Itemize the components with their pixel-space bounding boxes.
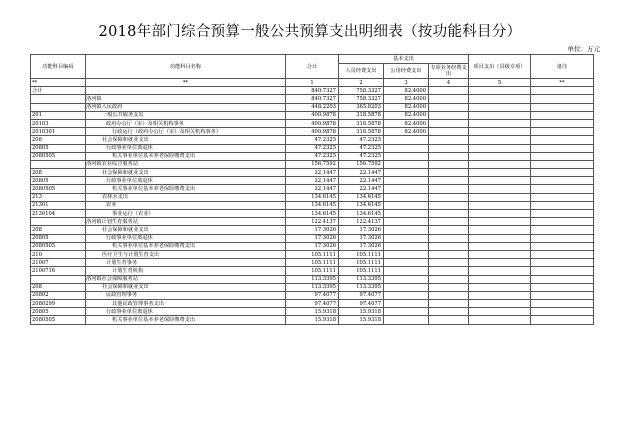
name-cell: 民政管理事务 [86, 291, 286, 299]
code-cell: 2080505 [31, 316, 86, 324]
code-cell: 20805 [31, 234, 86, 242]
remark-cell [531, 218, 594, 226]
table-row [31, 160, 594, 168]
table-row [31, 103, 594, 111]
special-cell [429, 267, 469, 275]
remark-cell [531, 242, 594, 250]
index-cell: 2 [339, 79, 384, 87]
project-cell [469, 201, 531, 209]
special-cell [429, 275, 469, 283]
code-cell: 2100716 [31, 267, 86, 275]
remark-cell [531, 119, 594, 127]
code-cell [31, 103, 86, 111]
code-cell: 210 [31, 250, 86, 258]
header-total: 合计 [286, 55, 339, 79]
special-cell [429, 152, 469, 160]
special-cell [429, 119, 469, 127]
special-cell [429, 234, 469, 242]
code-cell: 213 [31, 193, 86, 201]
public-cell [384, 193, 429, 201]
personnel-cell: 47.2325 [339, 136, 384, 144]
project-cell [469, 111, 531, 119]
index-cell: 4 [429, 79, 469, 87]
total-cell: 47.2325 [286, 144, 339, 152]
name-cell: 行政运行（政府办公厅（室）及相关机构事务） [86, 128, 286, 136]
total-cell: 22.1447 [286, 185, 339, 193]
table-row [31, 128, 594, 136]
name-cell: 机关事业单位基本养老保险缴费支出 [86, 316, 286, 324]
project-cell [469, 103, 531, 111]
public-cell [384, 201, 429, 209]
remark-cell [531, 283, 594, 291]
name-cell: 社会保障和就业支出 [86, 136, 286, 144]
header-special: 专项业务经费支出 [430, 65, 467, 77]
code-cell: 20805 [31, 177, 86, 185]
total-cell: 134.6145 [286, 193, 339, 201]
name-cell: 行政事业单位离退休 [86, 144, 286, 152]
table-row [31, 291, 594, 299]
remark-cell [531, 185, 594, 193]
total-cell: 840.7327 [286, 95, 339, 103]
code-cell: 2080505 [31, 152, 86, 160]
name-cell: 政府办公厅（室）及相关机构事务 [86, 119, 286, 127]
total-cell: 15.9318 [286, 316, 339, 324]
project-cell [469, 119, 531, 127]
special-cell [429, 210, 469, 218]
name-cell: 行政事业单位离退休 [86, 308, 286, 316]
code-cell: 21301 [31, 201, 86, 209]
personnel-cell: 47.2325 [339, 152, 384, 160]
special-cell [429, 218, 469, 226]
remark-cell [531, 316, 594, 324]
special-cell [429, 259, 469, 267]
code-cell: 20802 [31, 291, 86, 299]
table-row [31, 177, 594, 185]
total-cell: 156.7592 [286, 160, 339, 168]
name-cell: 行政事业单位离退休 [86, 234, 286, 242]
remark-cell [531, 144, 594, 152]
special-cell [429, 300, 469, 308]
project-cell [469, 193, 531, 201]
special-cell [429, 250, 469, 258]
personnel-cell: 318.5878 [339, 128, 384, 136]
project-cell [469, 218, 531, 226]
remark-cell [531, 111, 594, 119]
code-cell: 20805 [31, 308, 86, 316]
personnel-cell: 105.1111 [339, 259, 384, 267]
name-cell: 洛河镇人民政府 [86, 103, 286, 111]
personnel-cell: 113.3395 [339, 283, 384, 291]
code-cell: 21007 [31, 259, 86, 267]
remark-cell [531, 201, 594, 209]
name-cell: 社会保障和就业支出 [86, 169, 286, 177]
name-cell: 机关事业单位基本养老保险缴费支出 [86, 152, 286, 160]
table-row [31, 201, 594, 209]
code-cell: 208 [31, 226, 86, 234]
project-cell [469, 234, 531, 242]
total-cell: 134.6145 [286, 210, 339, 218]
table-row [31, 144, 594, 152]
table-row [31, 119, 594, 127]
public-cell: 82.4000 [384, 111, 429, 119]
total-cell: 47.2325 [286, 152, 339, 160]
project-cell [469, 300, 531, 308]
total-cell: 113.3395 [286, 283, 339, 291]
project-cell [469, 250, 531, 258]
special-cell [429, 160, 469, 168]
code-cell [31, 218, 86, 226]
remark-cell [531, 152, 594, 160]
index-cell: 1 [286, 79, 339, 87]
remark-cell [531, 291, 594, 299]
special-cell [429, 291, 469, 299]
special-cell [429, 201, 469, 209]
name-cell: 机关事业单位基本养老保险缴费支出 [86, 185, 286, 193]
personnel-cell: 22.1447 [339, 169, 384, 177]
name-cell: 洛河镇 [86, 95, 286, 103]
public-cell [384, 275, 429, 283]
total-cell: 22.1447 [286, 177, 339, 185]
personnel-cell: 156.7592 [339, 160, 384, 168]
table-row [31, 316, 594, 324]
index-cell: ** [86, 79, 286, 87]
project-cell [469, 275, 531, 283]
total-cell: 17.3026 [286, 234, 339, 242]
public-cell [384, 218, 429, 226]
total-cell: 105.1111 [286, 250, 339, 258]
special-cell [429, 95, 469, 103]
code-cell [31, 95, 86, 103]
total-cell: 105.1111 [286, 259, 339, 267]
remark-cell [531, 95, 594, 103]
index-cell: ** [31, 79, 86, 87]
personnel-cell: 47.2325 [339, 144, 384, 152]
project-cell [469, 152, 531, 160]
project-cell [469, 226, 531, 234]
table-row [31, 308, 594, 316]
name-cell: 计划生育机构 [86, 267, 286, 275]
header-project: 项目支出（县级专项） [469, 55, 531, 79]
name-cell: 社会保障和就业支出 [86, 226, 286, 234]
total-cell: 22.1447 [286, 169, 339, 177]
special-cell [429, 87, 469, 95]
table-row [31, 267, 594, 275]
special-cell [429, 177, 469, 185]
public-cell [384, 226, 429, 234]
special-cell [429, 144, 469, 152]
public-cell [384, 169, 429, 177]
project-cell [469, 291, 531, 299]
unit-label: 单位：万元 [567, 45, 600, 53]
table-row [31, 111, 594, 119]
name-cell: 农林水支出 [86, 193, 286, 201]
project-cell [469, 87, 531, 95]
public-cell [384, 210, 429, 218]
project-cell [469, 242, 531, 250]
special-cell [429, 136, 469, 144]
public-cell [384, 234, 429, 242]
public-cell [384, 250, 429, 258]
public-cell: 82.4000 [384, 103, 429, 111]
public-cell [384, 267, 429, 275]
personnel-cell: 97.4077 [339, 300, 384, 308]
remark-cell [531, 234, 594, 242]
name-cell: 医疗卫生与计划生育支出 [86, 250, 286, 258]
name-cell: 计划生育事务 [86, 259, 286, 267]
name-cell: 洛河镇社会保障服务站 [86, 275, 286, 283]
name-cell [86, 87, 286, 95]
remark-cell [531, 275, 594, 283]
total-cell: 448.2203 [286, 103, 339, 111]
table-row [31, 210, 594, 218]
total-cell: 97.4077 [286, 300, 339, 308]
name-cell: 其他民政管理事务支出 [86, 300, 286, 308]
personnel-cell: 17.3026 [339, 226, 384, 234]
table-row [31, 193, 594, 201]
public-cell [384, 185, 429, 193]
code-cell [31, 160, 86, 168]
personnel-cell: 134.6145 [339, 201, 384, 209]
project-cell [469, 267, 531, 275]
code-cell: 2080505 [31, 242, 86, 250]
project-cell [469, 185, 531, 193]
remark-cell [531, 193, 594, 201]
code-cell: 2010301 [31, 128, 86, 136]
personnel-cell: 15.9318 [339, 308, 384, 316]
project-cell [469, 308, 531, 316]
personnel-cell: 17.3026 [339, 234, 384, 242]
public-cell [384, 259, 429, 267]
project-cell [469, 144, 531, 152]
project-cell [469, 128, 531, 136]
personnel-cell: 758.3327 [339, 95, 384, 103]
personnel-cell: 97.4077 [339, 291, 384, 299]
total-cell: 113.3395 [286, 275, 339, 283]
index-cell: ** [531, 79, 594, 87]
personnel-cell: 22.1447 [339, 177, 384, 185]
table-row [31, 185, 594, 193]
code-cell: 2080505 [31, 185, 86, 193]
header-basic: 基本支出 [339, 55, 469, 64]
total-cell: 17.3026 [286, 226, 339, 234]
expenditure-table [30, 54, 594, 325]
special-cell [429, 242, 469, 250]
remark-cell [531, 210, 594, 218]
project-cell [469, 316, 531, 324]
total-cell: 400.9878 [286, 111, 339, 119]
public-cell [384, 177, 429, 185]
project-cell [469, 136, 531, 144]
header-code: 功能科目编码 [31, 55, 86, 79]
header-public: 公用经费支出 [384, 64, 429, 79]
total-cell: 17.3026 [286, 242, 339, 250]
public-cell [384, 136, 429, 144]
table-row [31, 234, 594, 242]
code-cell: 合计 [31, 87, 86, 95]
special-cell [429, 111, 469, 119]
code-cell: 208 [31, 283, 86, 291]
table-row [31, 250, 594, 258]
personnel-cell: 758.3327 [339, 87, 384, 95]
index-cell: 5 [469, 79, 531, 87]
public-cell: 82.4000 [384, 87, 429, 95]
special-cell [429, 308, 469, 316]
special-cell [429, 226, 469, 234]
special-cell [429, 169, 469, 177]
table-row [31, 87, 594, 95]
public-cell [384, 291, 429, 299]
code-cell: 2130104 [31, 210, 86, 218]
project-cell [469, 169, 531, 177]
header-name: 功能科目名称 [86, 55, 286, 79]
remark-cell [531, 177, 594, 185]
name-cell: 行政事业单位离退休 [86, 177, 286, 185]
total-cell: 15.9318 [286, 308, 339, 316]
name-cell: 一般公共服务支出 [86, 111, 286, 119]
header-row [31, 55, 594, 64]
table-row [31, 259, 594, 267]
total-cell: 400.9878 [286, 128, 339, 136]
personnel-cell: 22.1447 [339, 185, 384, 193]
special-cell [429, 185, 469, 193]
total-cell: 122.4137 [286, 218, 339, 226]
remark-cell [531, 103, 594, 111]
table-row [31, 275, 594, 283]
public-cell [384, 152, 429, 160]
project-cell [469, 160, 531, 168]
remark-cell [531, 250, 594, 258]
name-cell: 社会保障和就业支出 [86, 283, 286, 291]
personnel-cell: 365.8203 [339, 103, 384, 111]
personnel-cell: 122.4137 [339, 218, 384, 226]
special-cell [429, 283, 469, 291]
remark-cell [531, 300, 594, 308]
personnel-cell: 134.6145 [339, 210, 384, 218]
public-cell: 82.4000 [384, 128, 429, 136]
public-cell [384, 242, 429, 250]
remark-cell [531, 226, 594, 234]
total-cell: 840.7327 [286, 87, 339, 95]
table-row [31, 242, 594, 250]
public-cell [384, 300, 429, 308]
special-cell [429, 316, 469, 324]
remark-cell [531, 259, 594, 267]
code-cell: 20805 [31, 144, 86, 152]
personnel-cell: 105.1111 [339, 267, 384, 275]
code-cell: 20103 [31, 119, 86, 127]
total-cell: 97.4077 [286, 291, 339, 299]
code-cell: 201 [31, 111, 86, 119]
name-cell: 机关事业单位基本养老保险缴费支出 [86, 242, 286, 250]
remark-cell [531, 128, 594, 136]
name-cell: 洛河镇农业综合服务站 [86, 160, 286, 168]
remark-cell [531, 308, 594, 316]
special-cell [429, 103, 469, 111]
table-body [31, 55, 594, 325]
total-cell: 134.6145 [286, 201, 339, 209]
index-row [31, 79, 594, 87]
code-cell: 208 [31, 136, 86, 144]
code-cell: 208 [31, 169, 86, 177]
table-row [31, 283, 594, 291]
personnel-cell: 15.9318 [339, 316, 384, 324]
remark-cell [531, 169, 594, 177]
public-cell: 82.4000 [384, 95, 429, 103]
table-row [31, 136, 594, 144]
project-cell [469, 259, 531, 267]
page-title: 2018年部门综合预算一般公共预算支出明细表（按功能科目分） [98, 24, 522, 40]
public-cell [384, 144, 429, 152]
public-cell: 82.4000 [384, 119, 429, 127]
special-cell [429, 193, 469, 201]
table-row [31, 95, 594, 103]
remark-cell [531, 87, 594, 95]
total-cell: 47.2325 [286, 136, 339, 144]
remark-cell [531, 267, 594, 275]
public-cell [384, 316, 429, 324]
code-cell: 2080299 [31, 300, 86, 308]
remark-cell [531, 136, 594, 144]
table-row [31, 300, 594, 308]
public-cell [384, 283, 429, 291]
project-cell [469, 283, 531, 291]
project-cell [469, 210, 531, 218]
public-cell [384, 160, 429, 168]
table-row [31, 152, 594, 160]
table-row [31, 169, 594, 177]
project-cell [469, 95, 531, 103]
header-personnel: 人员经费支出 [339, 64, 384, 79]
special-cell [429, 128, 469, 136]
code-cell [31, 275, 86, 283]
table-row [31, 226, 594, 234]
table-row [31, 218, 594, 226]
total-cell: 400.9878 [286, 119, 339, 127]
personnel-cell: 318.5878 [339, 111, 384, 119]
project-cell [469, 177, 531, 185]
name-cell: 事业运行（农业） [86, 210, 286, 218]
remark-cell [531, 160, 594, 168]
personnel-cell: 113.3395 [339, 275, 384, 283]
personnel-cell: 105.1111 [339, 250, 384, 258]
public-cell [384, 308, 429, 316]
total-cell: 105.1111 [286, 267, 339, 275]
personnel-cell: 318.5878 [339, 119, 384, 127]
name-cell: 农业 [86, 201, 286, 209]
header-remark: 备注 [531, 55, 594, 79]
personnel-cell: 17.3026 [339, 242, 384, 250]
name-cell: 洛河镇计划生育服务站 [86, 218, 286, 226]
personnel-cell: 134.6145 [339, 193, 384, 201]
index-cell: 3 [384, 79, 429, 87]
